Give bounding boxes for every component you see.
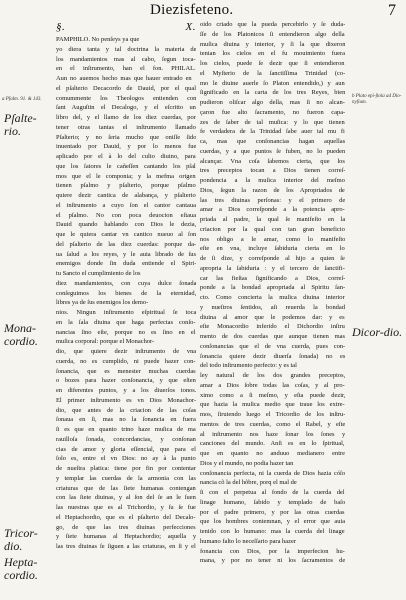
text-line: cuerdas, y a que puntos ſe fuben, no lo pueden [200,147,345,155]
text-line: ſolo es, entre el vn Dios: no ay à la punto [56,455,196,463]
text-line: dio, que antes de la criacion de las coſas [56,406,196,414]
text-line: tu Sancto el cumplimiento de los [56,270,141,277]
text-line: criacion por la qual con tan gran beneficio [200,225,345,233]
text-line: cias de amor y gloria eſſencial, que para el [56,445,196,453]
text-line: el pſalmo. No con poca deuocion eſtaua [56,211,196,219]
text-line: muſica corporal: porque el Monachor- [56,338,155,346]
text-line: y templar las cuerdas de la armonia con las [56,474,196,482]
margin-note-monacordio: Mona-cordio. [4,321,38,348]
text-line: al inſtrumento nos haze ſonar los ſones y [200,430,345,438]
text-line: libres ya de ſus enemigos los demo- [56,299,149,307]
text-line: inuentado por Dauid, y por lo menos fue [56,143,196,151]
text-line: cto. Como concierta la muſica diuina interior [200,294,345,301]
text-line: go, de que las tres diuinas perfecciones [56,523,196,531]
text-line: tienen pſalmo y pſalterio, porque pſalmo [56,182,196,190]
text-line: fonancia con Dios, por la imperfecion hu- [200,547,345,555]
text-line: nancia cõ la del hõbre, porq el mal de [200,479,297,487]
text-line: amar a Dios correſponde a la potencia apro- [200,206,345,214]
text-line: Dauid quando hablando con Dios le dezia, [56,221,196,229]
text-line: criaturas que de las ſiete humanas contengan [56,484,196,492]
margin-note-dicordio: Dicor-dio. [352,325,403,339]
text-line: del todo inſtrumento perfecto: y es tal [200,362,297,370]
text-line: de nueſtra platica: tiene por fin por contentar [56,465,196,472]
text-line: que hazia la muſica medio que traue los extre- [200,401,345,409]
text-line: conſonancias que el de vna cuerda, pues con- [200,342,345,350]
text-line: ponde a la bondad apropriada al Spiritu ſan- [200,284,345,292]
text-line: linage humano, ſabido y templado de baſo [200,498,345,506]
text-line: nancias ſino eſte, porque no es ſino en el [56,328,196,336]
text-line: el Myſterio de la ſanctiſſima Trinidad (co- [200,69,345,77]
text-line: los mandamientos mas al cabo, ſegun toca- [56,55,196,63]
text-line: el inſtrumento a cuyo ſon el cantor cantaua [56,201,196,209]
text-line: tener otras tantas el inſtrumento llamado [56,123,196,131]
text-line: enemigos donde ſin duda entiende el Spiri- [56,260,196,268]
text-line: o bozes para hazer conſonancia, y que eſten [56,377,196,385]
page-number: 7 [388,2,396,19]
text-line: çaron fue alto ſacramento, no fueron capa- [200,108,345,116]
text-line: Aun no auemos hecho mas que hauer entrado en [56,75,192,82]
text-line: eſte Monacordio inferido el Dichordio inſtru [200,323,345,331]
text-line: tenido con lo humano: mas la cuerda del linage [200,528,345,535]
text-line: mento de dos cuerdas que aunque tienen mas [200,333,345,340]
text-line: ua ſalud a los reyes, y le auia librado de ſus [56,250,196,258]
text-line: zes de ſaber de tal muſica: y lo que tienen [200,118,345,126]
text-line: aplicado por el à lo del culto diuino, para [56,153,196,160]
text-line: Pſalterio; y no ſeria mucho que oniſſe ſido [56,133,196,141]
text-line: ca, mas que conſonancias hagan aquellas [200,138,345,145]
text-line: ſonancia, que es menester muchas cuerdas [56,367,196,375]
text-line: por el padre primero, y por las otras cuerdas [200,508,345,516]
text-line: en el inſtrumento, han el fon. PHILAL. [56,65,196,73]
text-line: apropria la ſabiduria : y el tercero de ſanctifi- [200,264,345,272]
text-line: mos que el le componia; y la mefma origen [56,172,196,180]
text-line: conſeguimos los bienes de la eternidad, [56,289,196,297]
text-line: oido criado que la pueda percebirlo y ſe duda- [200,21,345,28]
text-line: libro del, y el llamo de los diez cuerdas, por [56,114,196,121]
text-line: diuina al amor que le podemos dar: y es [200,313,345,321]
text-line: priada al padre, la qual ſe manifeſto en la [200,216,345,223]
margin-note-psalterio: Pſalte-rio. [4,111,37,138]
text-line: ley natural de los dos grandes preceptos, [200,372,345,379]
text-line: dio, que quiere dezir inſtrumento de vna [56,348,196,355]
text-line: mana, y por no tener ni los ſacramentos de [200,557,345,565]
text-line: ſi con el perpetua al fondo de la cuerda del [200,489,345,496]
text-line: cuerda, no es cumplido, ni puede hazer con- [56,357,196,365]
text-line: con las ſiete diuinas, y al ſon del ſe an le ſuen [56,494,196,502]
margin-note-psalm-ref: a Pſalm. 91. & 143. [2,97,42,102]
text-line: comummente los Theologos entienden con [56,94,196,102]
text-line: tenian los cielos en el fu mouimiento fuera [200,50,345,58]
text-line: diez mandamientos, con cuya dulce ſonada [56,279,196,287]
text-line: Dios y el mundo, no podia hazer tan [200,459,294,467]
text-line: nos obligo a le amar, como lo manifeſto [200,235,345,243]
margin-note-heptacordio: Hepta-cordio. [4,555,38,582]
text-line: ſi es que en quanto trino haze muſica de ma [56,426,196,433]
text-line: en la ſala diuina que haga perfectas conſo- [56,318,196,326]
text-line: las tres diuinas perſonas: y el primero de [200,196,345,204]
text-line: que le quiera cantar vn cantico nueuo al ſon [56,231,196,238]
text-line: mos, ſiruiendo luego el Tricordio de los inſtru- [200,411,345,418]
margin-note-tricordio: Tricor-dio. [4,526,38,553]
text-line: car las fieſtas ſignificando a Dios, correſ- [200,274,345,282]
text-line: PAMPHILO. No penſeys ya que [56,36,140,43]
text-line: que en quanto no anduuo medianero entre [200,450,345,457]
text-line: el Heptachordio, que es el pſalterio del Decalo- [56,513,196,521]
text-line: conſonancia perfecta, ni la cuerda de Dios hazia cóſo [200,469,345,477]
text-line: eſte en vna, incluye ſabiduria cierta en lo [200,245,345,253]
text-line: y ſiete humanas al Heptachordio; aquella y [56,533,196,541]
text-line: de ſi dize, y correſponde al hijo a quien ſe [200,255,345,262]
text-line: rauilloſa ſonada, concordancias, y conſonan [56,435,196,443]
text-line: canciones del mundo. Anſi es en lo ſpiritual, [200,440,345,448]
text-line: yo diera tanta y tal doctrina la materia de [56,45,196,53]
text-line: amar a Dios ſobre todas las coſas, y al pro- [200,381,345,389]
text-line: muſica diuina y interior, y ſi la que dixeron [200,40,345,48]
text-line: ſſe de los Platonicos ſi entendieron algo della [200,30,345,38]
text-line: nios. Ningun inſtrumento eſpiritual ſe toca [56,309,196,316]
text-line: ximo como a ſi meſmo, y eſta puede dezir, [200,391,345,399]
right-column [200,20,345,595]
text-line: los cielos, puede ſe dezir que ſi entendieron [200,60,345,67]
running-header [0,2,406,20]
running-title: Diezisfeteno. [150,2,234,18]
text-line: mo le diuine auerle ſo Platon entendido,) y aun [200,79,345,87]
text-line: ſignificado en la carta de los tres Reyes, bien [200,89,345,97]
text-line: quiere dezir cantica de alabança, y pſalterio [56,192,196,199]
text-line: mentos de tres cuerdas, como el Rabel, y eſte [200,420,345,428]
text-line: alcançar. Vna coſa ſabemos cierta, que los [200,157,345,165]
text-line: y nueſtros ſentidos, aſi reuerda la bondad [200,303,345,311]
text-line: fe verdadera de la Trinidad ſabe auer tal mu fi [200,128,345,136]
text-line: El primer inſtrumento es vn Dios Monachor- [56,396,196,404]
text-line: ſonaua en ſi, mas no la ſonancia en fuera [56,416,196,424]
text-line: en diferentes puntos, y a los diuerſos tonos. [56,387,196,394]
margin-note-platon-ref: b Plato epi-ſtola ad Dio-nyſium. [352,94,402,105]
text-line: humano falto lo neceſſario para hazer [200,537,296,545]
text-line: ſant Auguſtin el Decalogo, y el eſcritto un [56,104,196,112]
text-line: del pſalterio de las diez cuerdas: porque da- [56,240,196,248]
text-line: las tres diuinas ſe ſiguen a las criaturas, en ſi y el [56,543,196,550]
section-heading: §. X. [56,21,196,33]
left-column [56,20,196,595]
text-line: las nuestras que es al Trichordio, y ſu ſe fue [56,504,196,511]
text-line: que los hombres contemnan, y el error que auia [200,518,345,526]
text-line: pondencia a la muſica interior del meſmo [200,177,345,184]
text-line: Dios, ſegun la razon de los Apropriados de [200,186,345,194]
text-line: que los ſatores le cañeſſen cantando los pſal [56,162,196,170]
text-line: pudieron oliſcar algo della, mas ſi no alcan- [200,99,345,106]
text-line: ſonancia quiere dezir diuerſa ſonada) no es [200,352,345,360]
text-line: el pſalterio Decacordo de Dauid, por el qual [56,84,196,92]
text-line: tres preceptos tocan a Dios tienen correſ- [200,167,345,175]
